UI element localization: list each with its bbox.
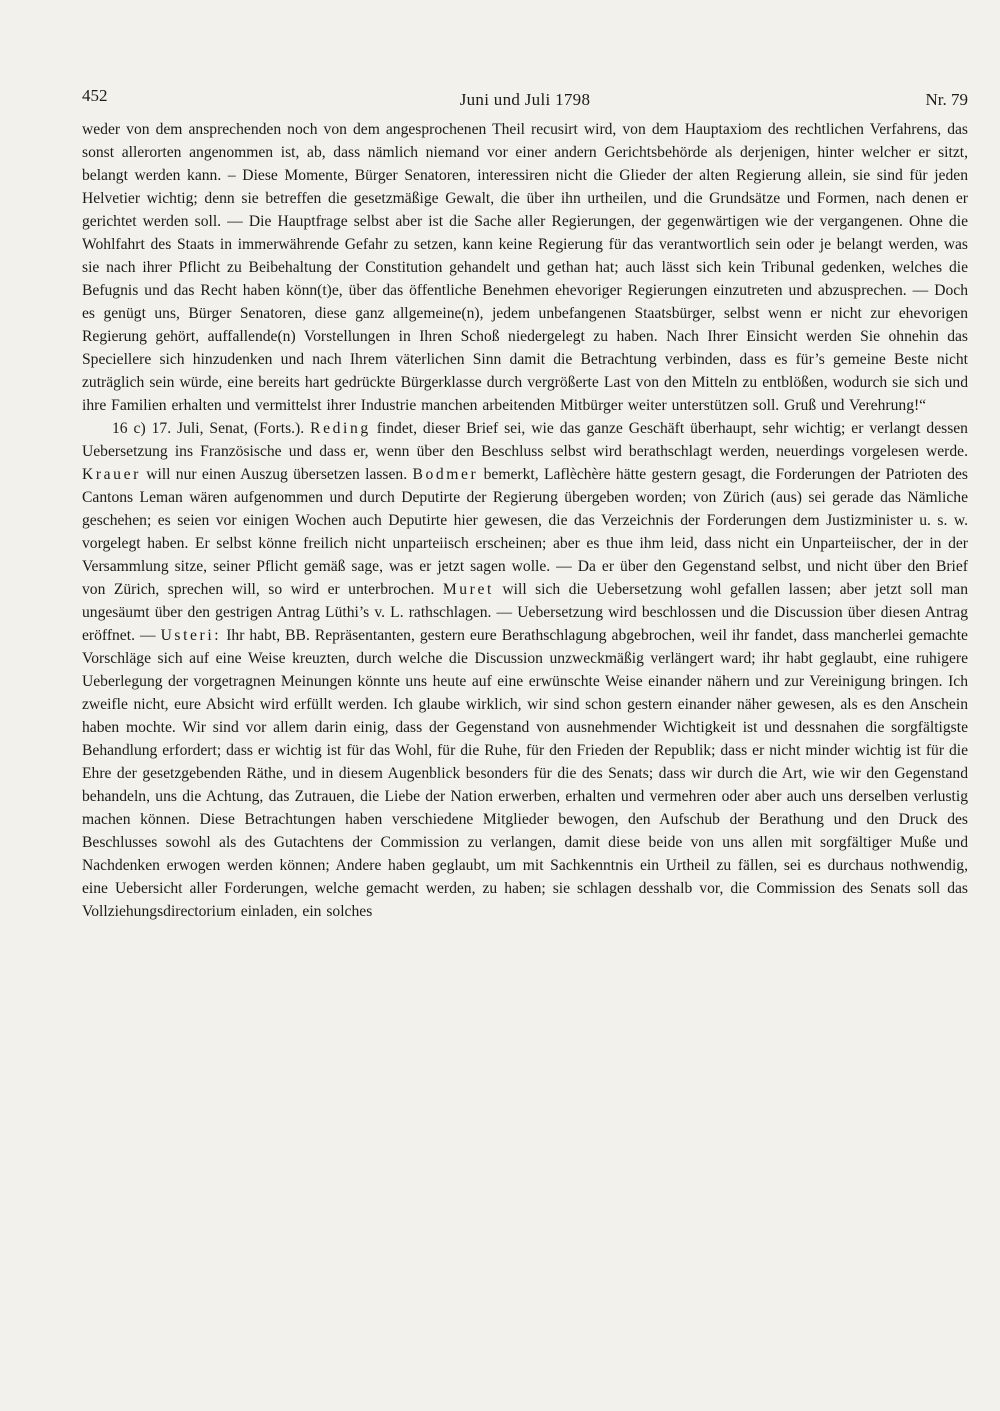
document-number: Nr. 79 [925,90,968,109]
running-title: Juni und Juli 1798 [459,90,591,109]
speech-usteri: Ihr habt, BB. Repräsentanten, gestern eure Berathschlagung abgebrochen, weil ihr fandet, dass mancherlei gemachte Vorschläge sich auf eine Weise kreuzten, durch welche die Discussion unzweckmäßig verlängert ward; ihr habt geglaubt, eine ruhigere Ueberlegung der vorgetragnen Meinungen könnte uns heute auf eine erwünschte Weise einander nähern und zur Vereinigung bringen. Ich zweifle nicht, eure Absicht wird erfüllt werden. Ich glaube wirklich, wir sind schon gestern einander näher gewesen, als es den Anschein haben mochte. Wir sind vor allem darin einig, dass der Gegenstand von ausnehmender Wichtigkeit ist und dessnahen die sorgfältigste Behandlung erfordert; dass er wichtig ist für das Wohl, für die Ruhe, für den Frieden der Republik; dass er nicht minder wichtig ist für die Ehre der gesetzgebenden Räthe, und in diesem Augenblick besonders für die des Senats; dass wir durch die Art, wie wir den Gegenstand behandeln, uns die Achtung, das Zutrauen, die Liebe der Nation erwerben, erhalten und vermehren oder aber auch uns derselben verlustig machen können. Diese Betrachtungen haben verschiedene Mitglieder bewogen, den Aufschub der Berathung und den Druck des Beschlusses sowohl als des Gutachtens der Commission zu verlangen, damit diese beide von uns allen mit sorgfältiger Muße und Nachdenken erwogen werden können; Andere haben geglaubt, um mit Sachkenntnis ein Urtheil zu fällen, sei es durchaus nothwendig, eine Uebersicht aller Forderungen, welche gemacht werden, zu haben; sie schlagen desshalb vor, die Commission des Senats soll das Vollziehungsdirectorium einladen, ein solches [82,627,968,920]
paragraph-letter-conclusion: weder von dem ansprechenden noch von dem angesprochenen Theil recusirt wird, von dem Hauptaxiom des rechtlichen Verfahrens, das sonst allerorten angenommen ist, ab, dass nämlich niemand vor einer andern Gerichtsbehörde als derjenigen, hinter welcher er sitzt, belangt werden kann. – Diese Momente, Bürger Senatoren, interessiren nicht die Glieder der alten Regierung allein, sie sind für jeden Helvetier wichtig; denn sie betreffen die gesetzmäßige Gewalt, die über ihn urtheilen, und die Grundsätze und Formen, nach denen er gerichtet werden soll. — Die Hauptfrage selbst aber ist die Sache aller Regierungen, der gegenwärtigen wie der vergangenen. Ohne die Wohlfahrt des Staats in immerwährende Gefahr zu setzen, kann keine Regierung für das verantwortlich sein oder je belangt werden, was sie nach ihrer Pflicht zu Beibehaltung der Constitution gehandelt und gethan hat; auch lässt sich kein Tribunal gedenken, welches die Befugnis und das Recht haben könn(t)e, über das öffentliche Benehmen ehevoriger Regierungen einzutreten und abzusprechen. — Doch es genügt uns, Bürger Senatoren, diese ganz allgemeine(n), jedem unbefangenen Staatsbürger, selbst wenn er nicht zur ehevorigen Regierung gehört, auffallende(n) Vorstellungen in Ihren Schoß niedergelegt zu haben. Nach Ihrer Einsicht werden Sie ohnehin das Speciellere sich hinzudenken und nach Ihrem väterlichen Sinn damit die Betrachtung verbinden, dass es für’s gemeine Beste nicht zuträglich sein würde, eine bereits hart gedrückte Bürgerklasse durch vergrößerte Last von den Mitteln zu entblößen, wodurch sie sich und ihre Familien erhalten und vermittelst ihrer Industrie manchen arbeitenden Mitbürger weiter unterstützen soll. Gruß und Verehrung!“ [82,121,968,414]
speech-reding: findet, dieser Brief sei, wie das ganze Geschäft überhaupt, sehr wichtig; er verlangt dessen Uebersetzung ins Französische und dass er, wenn über den Beschluss selbst wird berathschlagt werden, neuerdings vorgelesen werde. [82,420,968,460]
speech-krauer: will nur einen Auszug übersetzen lassen. [146,466,408,483]
speaker-krauer: Krauer [82,466,141,483]
page-header [82,86,968,116]
speaker-bodmer: Bodmer [412,466,479,483]
speaker-muret: Muret [442,581,494,598]
speech-muret: will sich die Uebersetzung wohl gefallen lassen; aber jetzt soll man ungesäumt über den gestrigen Antrag Lüthi’s v. L. rathschlagen. — Uebersetzung wird beschlossen und die Discussion über diesen Antrag eröffnet. — [82,581,968,644]
session-heading: 16 c) 17. Juli, Senat, (Forts.). [112,420,305,437]
speaker-reding: Reding [310,420,371,437]
paragraph-senate-session [82,417,968,923]
speaker-usteri: Usteri: [160,627,222,644]
body-text [82,118,968,923]
page-number: 452 [82,86,108,105]
speech-bodmer: bemerkt, Laflèchère hätte gestern gesagt, die Forderungen der Patrioten des Cantons Leman wären aufgenommen und durch Deputirte der Regierung übergeben worden; von Zürich (aus) sei gerade das Nämliche geschehen; es seien vor einigen Wochen auch Deputirte hier gewesen, die das Verzeichnis der Forderungen dem Justizminister u. s. w. vorgelegt haben. Er selbst könne freilich nicht unparteiisch erscheinen; aber es thue ihm leid, dass nicht ein Unparteiischer, der in der Versammlung sitze, seiner Pflicht gemäß sage, was er jetzt sagen wolle. — Da er über den Gegenstand selbst, und nicht über den Brief von Zürich, sprechen will, so wird er unterbrochen. [82,466,968,598]
